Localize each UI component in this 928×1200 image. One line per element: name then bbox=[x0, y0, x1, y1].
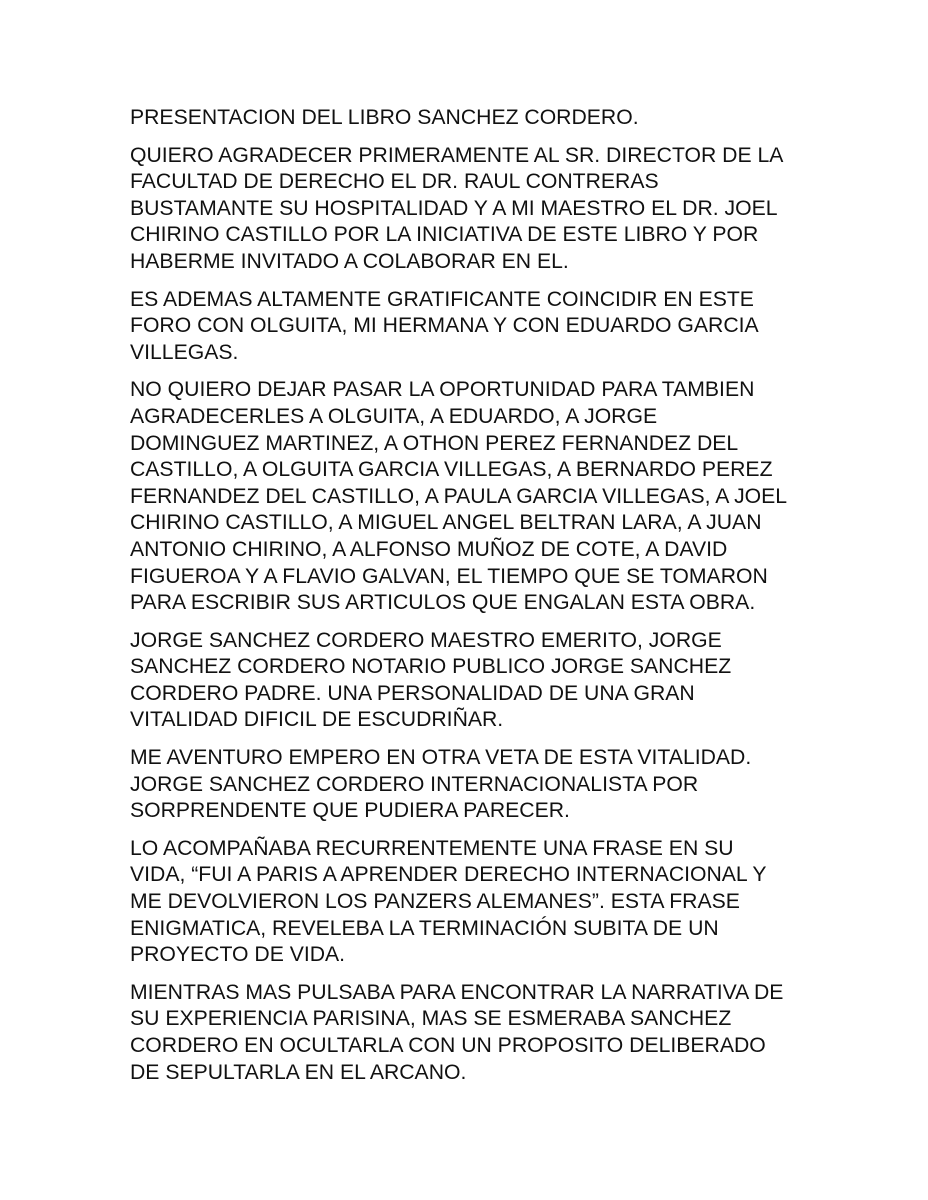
paragraph-2: ES ADEMAS ALTAMENTE GRATIFICANTE COINCIDIR EN ESTE FORO CON OLGUITA, MI HERMANA Y CON EDUARDO GARCIA VILLEGAS. bbox=[130, 287, 759, 364]
paragraph-1: QUIERO AGRADECER PRIMERAMENTE AL SR. DIRECTOR DE LA FACULTAD DE DERECHO EL DR. RAUL CONTRERAS BUSTAMANTE SU HOSPITALIDAD Y A MI MAESTRO EL DR. JOEL CHIRINO CASTILLO POR LA INICIATIVA DE ESTE LIBRO Y POR HABERME INVITADO A COLABORAR EN EL. bbox=[130, 143, 784, 273]
document-title: PRESENTACION DEL LIBRO SANCHEZ CORDERO. bbox=[130, 106, 639, 129]
paragraph-7: MIENTRAS MAS PULSABA PARA ENCONTRAR LA NARRATIVA DE SU EXPERIENCIA PARISINA, MAS SE ESMERABA SANCHEZ CORDERO EN OCULTARLA CON UN PROPOSITO DELIBERADO DE SEPULTARLA EN EL ARCANO. bbox=[130, 980, 784, 1084]
paragraph-3: NO QUIERO DEJAR PASAR LA OPORTUNIDAD PARA TAMBIEN AGRADECERLES A OLGUITA, A EDUARDO, A JORGE DOMINGUEZ MARTINEZ, A OTHON PEREZ FERNANDEZ DEL CASTILLO, A OLGUITA GARCIA VILLEGAS, A BERNARDO PEREZ FERNANDEZ DEL CASTILLO, A PAULA GARCIA VILLEGAS, A JOEL CHIRINO CASTILLO, A MIGUEL ANGEL BELTRAN LARA, A JUAN ANTONIO CHIRINO, A ALFONSO MUÑOZ DE COTE, A DAVID FIGUEROA Y A FLAVIO GALVAN, EL TIEMPO QUE SE TOMARON PARA ESCRIBIR SUS ARTICULOS QUE ENGALAN ESTA OBRA. bbox=[130, 378, 788, 615]
paragraph-5: ME AVENTURO EMPERO EN OTRA VETA DE ESTA VITALIDAD. JORGE SANCHEZ CORDERO INTERNACIONALISTA POR SORPRENDENTE QUE PUDIERA PARECER. bbox=[130, 746, 752, 823]
document-page bbox=[130, 105, 810, 1097]
paragraph-6: LO ACOMPAÑABA RECURRENTEMENTE UNA FRASE EN SU VIDA, “FUI A PARIS A APRENDER DERECHO INTERNACIONAL Y ME DEVOLVIERON LOS PANZERS ALEMANES”. ESTA FRASE ENIGMATICA, REVELEBA LA TERMINACIÓN SUBITA DE UN PROYECTO DE VIDA. bbox=[130, 836, 767, 967]
paragraph-4: JORGE SANCHEZ CORDERO MAESTRO EMERITO, JORGE SANCHEZ CORDERO NOTARIO PUBLICO JORGE SANCHEZ CORDERO PADRE. UNA PERSONALIDAD DE UNA GRAN VITALIDAD DIFICIL DE ESCUDRIÑAR. bbox=[130, 628, 732, 732]
